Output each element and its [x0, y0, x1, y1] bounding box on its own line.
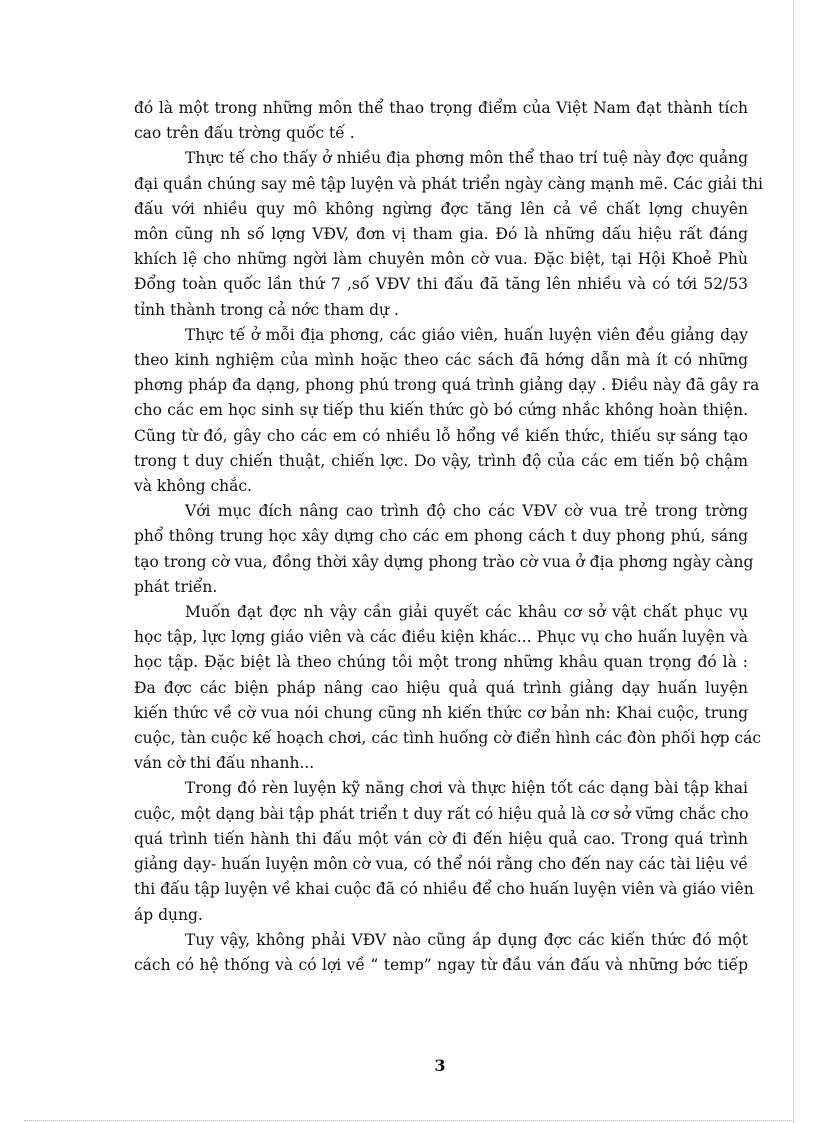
text-line: trong t duy chiến thuật, chiến lợc. Do vậy, trình độ của các em tiến bộ chậm: [134, 451, 748, 470]
text-line: Thực tế cho thấy ở nhiều địa phơng môn thể thao trí tuệ này đợc quảng: [185, 149, 748, 168]
text-line: Cũng từ đó, gây cho các em có nhiều lỗ hổng về kiến thức, thiếu sự sáng tạo: [134, 426, 748, 445]
text-line: học tập. Đặc biệt là theo chúng tôi một trong những khâu quan trọng đó là :: [134, 653, 748, 672]
text-line: ván cờ thi đấu nhanh...: [134, 754, 315, 773]
text-line: cách có hệ thống và có lợi về “ temp” ngay từ đầu ván đấu và những bớc tiếp: [134, 955, 748, 974]
text-line: cuộc, một dạng bài tập phát triển t duy rất có hiệu quả là cơ sở vững chắc cho: [134, 804, 749, 823]
body-text: [134, 96, 763, 978]
text-line: Đa đợc các biện pháp nâng cao hiệu quả quá trình giảng dạy huấn luyện: [134, 678, 748, 697]
text-line: phổ thông trung học xây dựng cho các em phong cách t duy phong phú, sáng: [134, 527, 748, 546]
text-line: đó là một trong những môn thể thao trọng điểm của Việt Nam đạt thành tích: [134, 99, 748, 117]
text-line: Đổng toàn quốc lần thứ 7 ,số VĐV thi đấu đã tăng lên nhiều và có tới 52/53: [134, 275, 748, 294]
text-line: tạo trong cờ vua, đồng thời xây dựng phong trào cờ vua ở địa phơng ngày càng: [134, 552, 754, 571]
text-line: Muốn đạt đợc nh vậy cần giải quyết các khâu cơ sở vật chất phục vụ: [185, 603, 748, 622]
text-line: Trong đó rèn luyện kỹ năng chơi và thực hiện tốt các dạng bài tập khai: [185, 779, 748, 798]
page-number: 3: [434, 1056, 446, 1075]
text-line: học tập, lực lợng giáo viên và các điều kiện khác... Phục vụ cho huấn luyện và: [134, 628, 748, 647]
text-line: tỉnh thành trong cả nớc tham dự .: [134, 300, 399, 319]
text-line: áp dụng.: [134, 905, 203, 924]
text-line: cho các em học sinh sự tiếp thu kiến thức gò bó cứng nhắc không hoàn thiện.: [134, 401, 748, 420]
text-line: phơng pháp đa dạng, phong phú trong quá trình giảng dạy . Điều này đã gây ra: [134, 376, 760, 395]
text-line: khích lệ cho những ngời làm chuyên môn cờ vua. Đặc biệt, tại Hội Khoẻ Phù: [134, 250, 748, 269]
text-line: kiến thức về cờ vua nói chung cũng nh kiến thức cơ bản nh: Khai cuộc, trung: [134, 703, 748, 722]
text-line: đấu với nhiều quy mô không ngừng đợc tăng lên cả về chất lợng chuyên: [134, 199, 748, 218]
text-line: cuộc, tàn cuộc kế hoạch chơi, các tình huống cờ điển hình các đòn phối hợp các: [134, 729, 762, 748]
text-line: quá trình tiến hành thi đấu một ván cờ đi đến hiệu quả cao. Trong quá trình: [134, 829, 748, 848]
text-line: Tuy vậy, không phải VĐV nào cũng áp dụng đợc các kiến thức đó một: [185, 930, 748, 949]
text-line: cao trên đấu trờng quốc tế .: [134, 124, 355, 143]
text-line: Với mục đích nâng cao trình độ cho các VĐV cờ vua trẻ trong trờng: [185, 502, 748, 521]
text-line: giảng dạy- huấn luyện môn cờ vua, có thể nói rằng cho đến nay các tài liệu về: [134, 855, 748, 874]
page-bottom-border: [24, 1120, 794, 1121]
text-line: đại quần chúng say mê tập luyện và phát triển ngày càng mạnh mẽ. Các giải thi: [134, 174, 763, 193]
text-line: phát triển.: [134, 577, 218, 596]
text-line: thi đấu tập luyện về khai cuộc đã có nhiều để cho huấn luyện viên và giáo viên: [134, 880, 754, 899]
text-line: Thực tế ở mỗi địa phơng, các giáo viên, huấn luyện viên đều giảng dạy: [185, 325, 748, 344]
text-line: và không chắc.: [134, 477, 252, 496]
page-right-border: [793, 0, 794, 1123]
text-line: theo kinh nghiệm của mình hoặc theo các sách đã hớng dẫn mà ít có những: [134, 351, 748, 370]
text-line: môn cũng nh số lợng VĐV, đơn vị tham gia. Đó là những dấu hiệu rất đáng: [134, 225, 748, 244]
